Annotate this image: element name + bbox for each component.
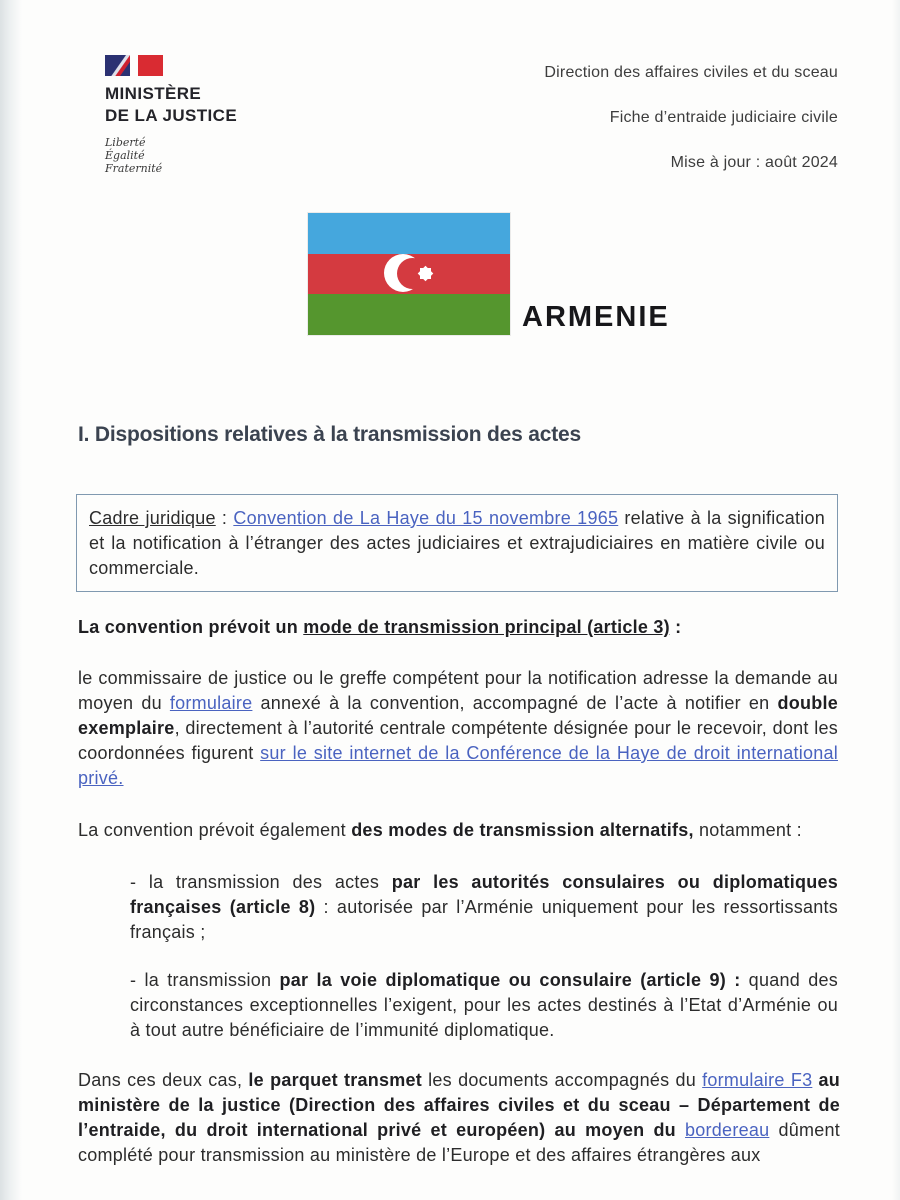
p2-text-1: La convention prévoit également bbox=[78, 820, 352, 840]
lead-underlined-text: mode de transmission principal (article 3) bbox=[303, 617, 670, 637]
bullet2-text-2: quand des circonstances exceptionnelles l’exigent, pour les actes destinés à l’Etat d’Arménie ou à tout autre bénéficiaire de l’immunité diplomatique. bbox=[130, 970, 838, 1040]
p3-text-2: les documents accompagnés du bbox=[422, 1070, 703, 1090]
bullet1-text-2: : autorisée par l’Arménie uniquement pour les ressortissants français ; bbox=[130, 897, 839, 942]
p3-bold-ministere: au ministère de la justice (Direction des affaires civiles et du sceau – Département de l’entraide, du droit international privé et européen) au moyen du bbox=[78, 1070, 840, 1140]
ministry-name-line2: DE LA JUSTICE bbox=[105, 106, 238, 125]
country-flag bbox=[308, 213, 510, 335]
formulaire-f3-link[interactable]: formulaire F3 bbox=[702, 1070, 813, 1090]
paragraph-main-transmission bbox=[78, 666, 838, 791]
section-title: I. Dispositions relatives à la transmission des actes bbox=[78, 423, 581, 446]
flag-stripe-green bbox=[308, 294, 510, 335]
tricolor-red-block bbox=[138, 55, 163, 76]
p2-bold-alternatifs: des modes de transmission alternatifs, bbox=[351, 820, 694, 840]
p3-bold-parquet: le parquet transmet bbox=[248, 1070, 423, 1090]
document-header-right bbox=[544, 50, 838, 185]
bullet2-bold-article9: par la voie diplomatique ou consulaire (article 9) : bbox=[279, 970, 741, 990]
paragraph-alternative-modes bbox=[78, 818, 838, 843]
header-direction: Direction des affaires civiles et du sceau bbox=[544, 64, 838, 81]
legal-box-separator: : bbox=[215, 508, 234, 528]
legal-framework-box bbox=[76, 494, 838, 592]
lead-text: La convention prévoit un bbox=[78, 617, 304, 637]
p1-bold-double-exemplaire: double exemplaire bbox=[78, 693, 838, 738]
p3-text-1: Dans ces deux cas, bbox=[78, 1070, 249, 1090]
p1-text-2: annexé à la convention, accompagné de l’acte à notifier en bbox=[252, 693, 778, 713]
formulaire-link[interactable]: formulaire bbox=[169, 693, 253, 713]
p1-text-1: le commissaire de justice ou le greffe compétent pour la notification adresse la demande au moyen du bbox=[78, 668, 838, 713]
motto-egalite: Égalité bbox=[105, 149, 145, 162]
bullet-article-8 bbox=[130, 870, 838, 945]
hcch-website-link[interactable]: sur le site internet de la Conférence de la Haye de droit international privé. bbox=[78, 743, 838, 788]
p3-text-3: dûment complété pour transmission au ministère de l’Europe et des affaires étrangères aux bbox=[78, 1120, 840, 1165]
main-transmission-heading bbox=[78, 615, 838, 640]
french-tricolor-icon bbox=[105, 55, 163, 77]
paragraph-parquet-transmission bbox=[78, 1068, 840, 1168]
p2-text-2: notamment : bbox=[693, 820, 802, 840]
country-name: ARMENIE bbox=[522, 301, 670, 333]
p1-text-3: , directement à l’autorité centrale compétente désignée pour le recevoir, dont les coordonnées figurent bbox=[78, 718, 838, 763]
ministry-name-line1: MINISTÈRE bbox=[105, 84, 202, 103]
bullet2-text-1: - la transmission bbox=[130, 970, 280, 990]
header-fiche-title: Fiche d’entraide judiciaire civile bbox=[609, 109, 838, 126]
motto-fraternite: Fraternité bbox=[105, 162, 163, 175]
bullet1-bold-article8: par les autorités consulaires ou diplomatiques françaises (article 8) bbox=[130, 872, 838, 917]
bullet-article-9 bbox=[130, 968, 838, 1043]
tricolor-blue-block bbox=[105, 55, 130, 76]
legal-box-text: relative à la signification et la notification à l’étranger des actes judiciaires et extrajudiciaires en matière civile ou commerciale. bbox=[89, 508, 825, 578]
motto-liberte: Liberté bbox=[105, 136, 146, 149]
bordereau-link[interactable]: bordereau bbox=[685, 1120, 770, 1140]
header-update-date: Mise à jour : août 2024 bbox=[670, 154, 838, 171]
hague-convention-link[interactable]: Convention de La Haye du 15 novembre 1965 bbox=[233, 508, 619, 528]
lead-colon: : bbox=[669, 617, 682, 637]
bullet1-text-1: - la transmission des actes bbox=[130, 872, 392, 892]
legal-box-label: Cadre juridique bbox=[89, 508, 216, 528]
flag-stripe-blue bbox=[308, 213, 510, 254]
ministry-logo bbox=[105, 55, 237, 175]
